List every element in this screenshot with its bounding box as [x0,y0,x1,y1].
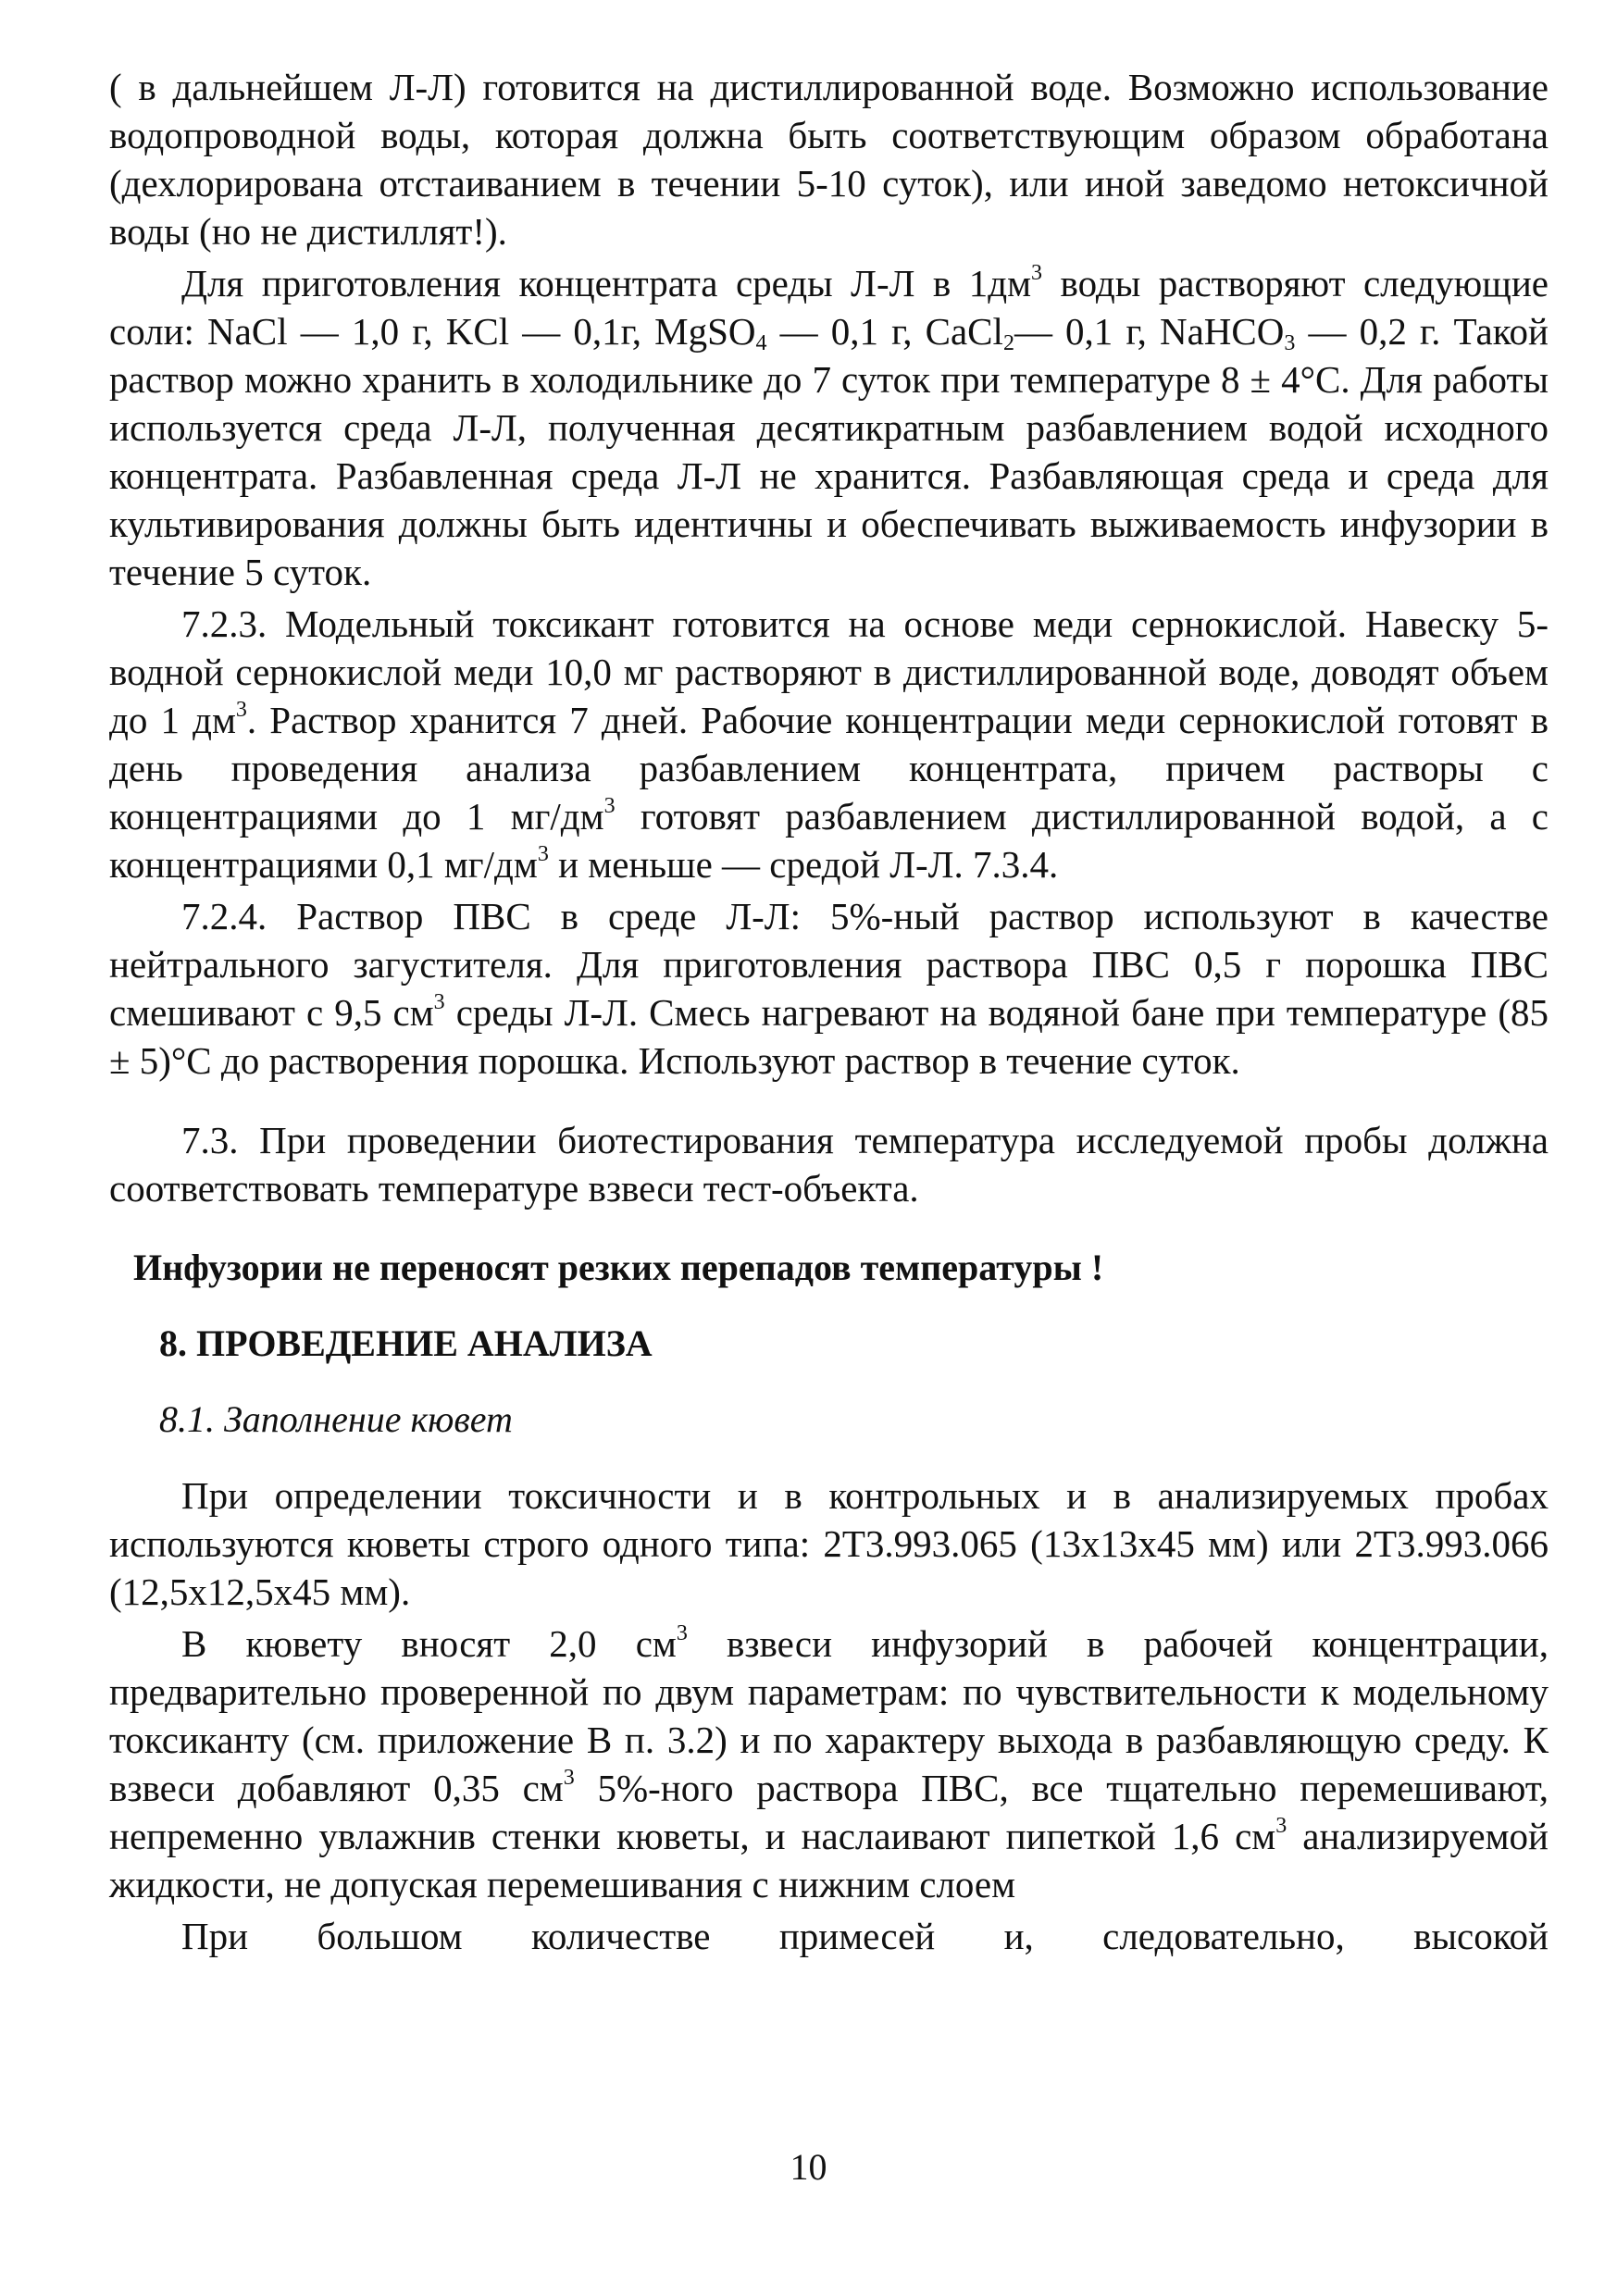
paragraph-cuvette-types: При определении токсичности и в контрольных и в анализируемых пробах используются кюветы строго одного типа: 2Т3.993.065 (13х13х45 мм) или 2Т3.993.066 (12,5х12,5х45 мм). [109,1474,1549,1613]
page-body [109,63,1549,1960]
paragraph-concentrate-preparation: Для приготовления концентрата среды Л-Л в $1дм^3$ воды растворяют следующие соли: NaCl — 1,0 г, KCl — 0,1г, MgSO$_4$ — 0,1 г, CaCl$_2$— 0,1 г, NaHCO$_3$ — 0,2 г. Такой раствор можно хранить в холодильнике до 7 суток при температуре 8 ± 4°С. Для работы используется среда Л-Л, полученная десятикратным разбавлением водой исходного концентрата. Разбавленная среда Л-Л не хранится. Разбавляющая среда и среда для культивирования должны быть идентичны и обеспечивать выживаемость инфузории в течение 5 суток. [109,261,1549,593]
paragraph-lchl-medium: ( в дальнейшем Л-Л) готовится на дистиллированной воде. Возможно использование водопроводной воды, которая должна быть соответствующим образом обработана (дехлорирована отстаиванием в течении 5-10 суток), или иной заведомо нетоксичной воды (но не дистиллят!). [109,66,1549,253]
paragraph-impurities: При большом количестве примесей и, следовательно, высокой [181,1915,1549,1957]
paragraph-cuvette-filling: В кювету вносят 2,0 $см^3$ взвеси инфузорий в рабочей концентрации, предварительно проверенной по двум параметрам: по чувствительности к модельному токсиканту (см. приложение В п. 3.2) и по характеру выхода в разбавляющую среду. К взвеси добавляют 0,35 $см^3$ 5%-ного раствора ПВС, все тщательно перемешивают, непременно увлажнив стенки кюветы, и наслаивают пипеткой 1,6 $см^3$ анализируемой жидкости, не допуская перемешивания с нижним слоем [109,1621,1549,1905]
paragraph-7-2-3-model-toxicant: 7.2.3. Модельный токсикант готовится на основе меди сернокислой. Навеску 5-водной сернокислой меди 10,0 мг растворяют в дистиллированной воде, доводят объем до 1 $дм^3$. Раствор хранится 7 дней. Рабочие концентрации меди сернокислой готовят в день проведения анализа разбавлением концентрата, причем растворы с концентрациями до 1 $мг/дм^3$ готовят разбавлением дистиллированной водой, а с концентрациями 0,1 $мг/дм^3$ и меньше — средой Л-Л. 7.3.4. [109,602,1549,886]
paragraph-7-3-temperature: 7.3. При проведении биотестирования температура исследуемой пробы должна соответствовать температуре взвеси тест-объекта. [109,1119,1549,1210]
page-number: 10 [790,2146,827,2188]
subsection-heading-8-1: 8.1. Заполнение кювет [159,1398,513,1440]
temperature-warning: Инфузории не переносят резких перепадов температуры ! [133,1247,1104,1288]
section-heading-8: 8. ПРОВЕДЕНИЕ АНАЛИЗА [159,1322,653,1364]
paragraph-7-2-4-pvs-solution: 7.2.4. Раствор ПВС в среде Л-Л: 5%-ный раствор используют в качестве нейтрального загустителя. Для приготовления раствора ПВС 0,5 г порошка ПВС смешивают с 9,5 $см^3$ среды Л-Л. Смесь нагревают на водяной бане при температуре (85 ± 5)°С до растворения порошка. Используют раствор в течение суток. [109,895,1549,1082]
